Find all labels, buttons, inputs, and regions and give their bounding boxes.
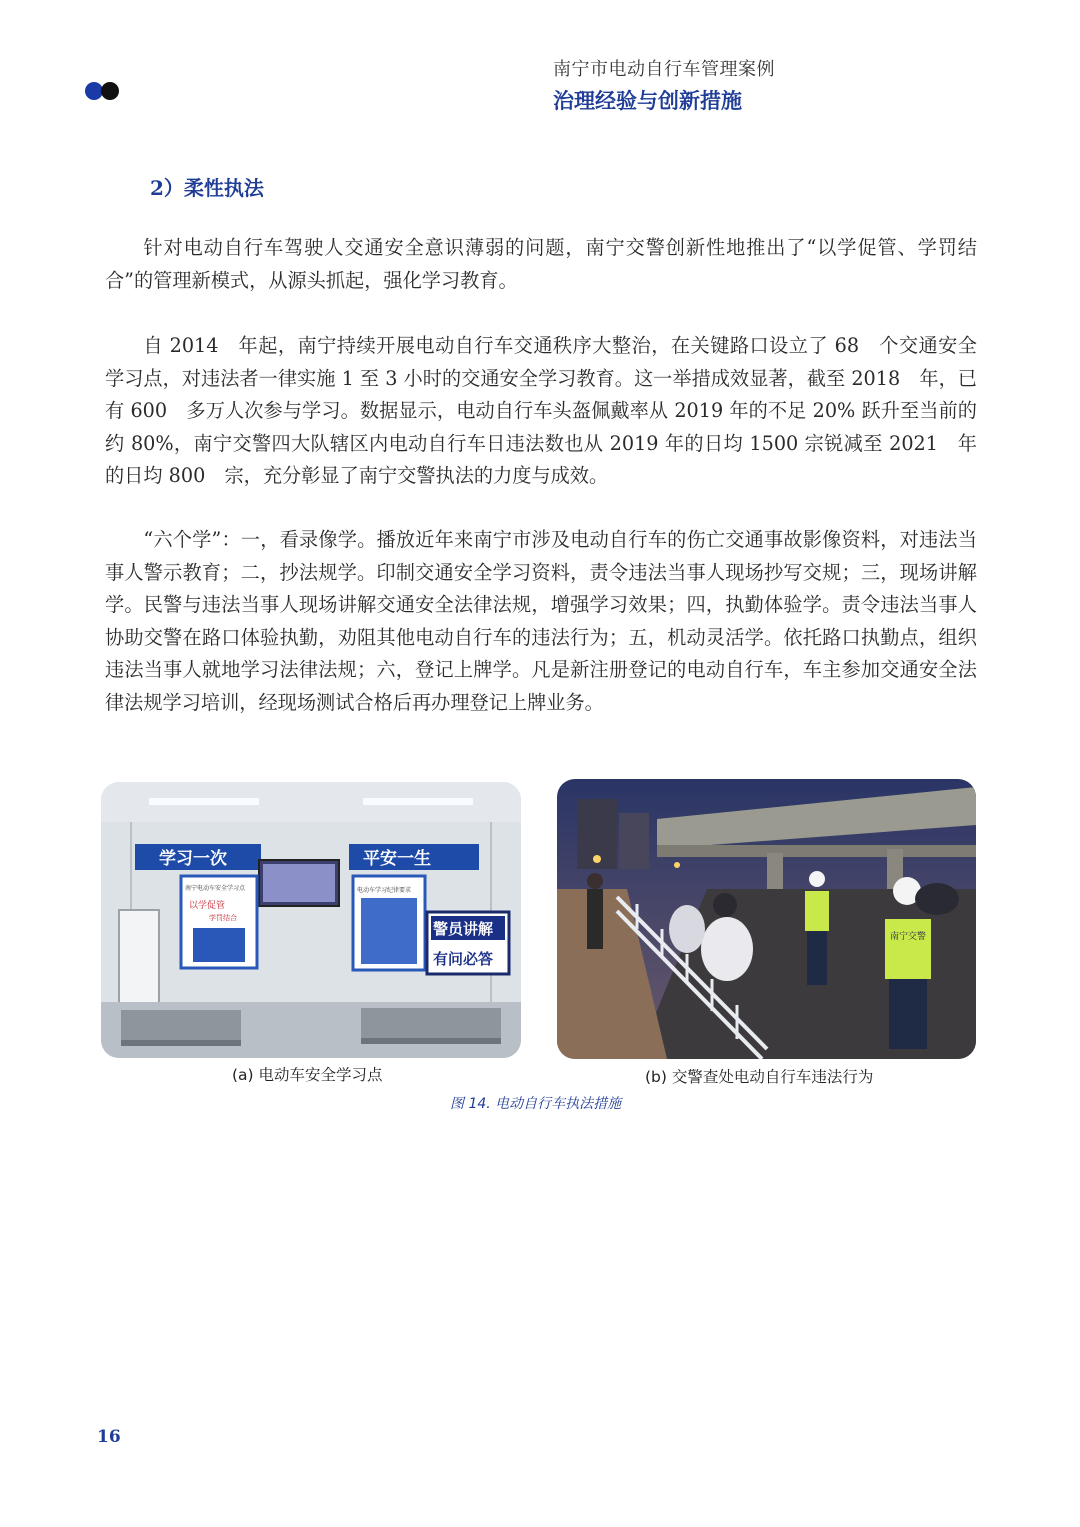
caption-b: (b) 交警查处电动自行车违法行为 [645,1068,874,1086]
sign-line1: 警员讲解 [433,920,494,938]
paragraph-intro: 针对电动自行车驾驶人交通安全意识薄弱的问题，南宁交警创新性地推出了“以学促管、学罚结合”的管理新模式，从源头抓起，强化学习教育。 [105,236,977,292]
board-left-title: 南宁电动车安全学习点 [185,885,246,892]
series-title: 南宁市电动自行车管理案例 [553,59,775,80]
sign-line2: 有问必答 [433,950,494,968]
banner-right-text: 平安一生 [363,849,431,869]
learning-point-illustration [101,782,521,1058]
chapter-title: 治理经验与创新措施 [553,89,742,113]
board-left-line1: 以学促管 [189,901,226,911]
figure-title: 图 14. 电动自行车执法措施 [450,1096,622,1112]
caption-a: (a) 电动车安全学习点 [232,1066,383,1084]
board-left-line2: 学罚结合 [209,914,237,922]
running-header [553,55,775,115]
paragraph-results: 自 2014 年起，南宁持续开展电动自行车交通秩序大整治，在关键路口设立了 68 个交通安全学习点，对违法者一律实施 1 至 3 小时的交通安全学习教育。这一举措成效显著，截至 2018 年，已有 600 多万人次参与学习。数据显示，电动自行车头盔佩戴率从 2019 年的不足 20% 跃升至当前的约 80%，南宁交警四大队辖区内电动自行车日违法数也从 2019 年的日均 1500 宗锐减至 2021 年的日均 800 宗，充分彰显了南宁交警执法的力度与成效。 [105,334,977,488]
decorative-dots [85,82,119,100]
photo-learning-point [101,782,521,1058]
paragraph-six-methods: “六个学”：一，看录像学。播放近年来南宁市涉及电动自行车的伤亡交通事故影像资料，对违法当事人警示教育；二，抄法规学。印制交通安全学习资料，责令违法当事人现场抄写交规；三，现场讲解学。民警与违法当事人现场讲解交通安全法律法规，增强学习效果；四，执勤体验学。责令违法当事人协助交警在路口体验执勤，劝阻其他电动自行车的违法行为；五，机动灵活学。依托路口执勤点，组织违法当事人就地学习法律法规；六，登记上牌学。凡是新注册登记的电动自行车，车主参加交通安全法律法规学习培训，经现场测试合格后再办理登记上牌业务。 [105,528,977,714]
board-right-title: 电动车学习纪律要求 [357,887,412,894]
vest-text: 南宁交警 [890,932,927,942]
section-heading: 2）柔性执法 [150,176,264,200]
page-number: 16 [97,1427,121,1447]
police-enforcement-illustration [557,779,976,1059]
black-dot-icon [101,82,119,100]
banner-left-text: 学习一次 [159,849,227,869]
photo-police-enforcement [557,779,976,1059]
